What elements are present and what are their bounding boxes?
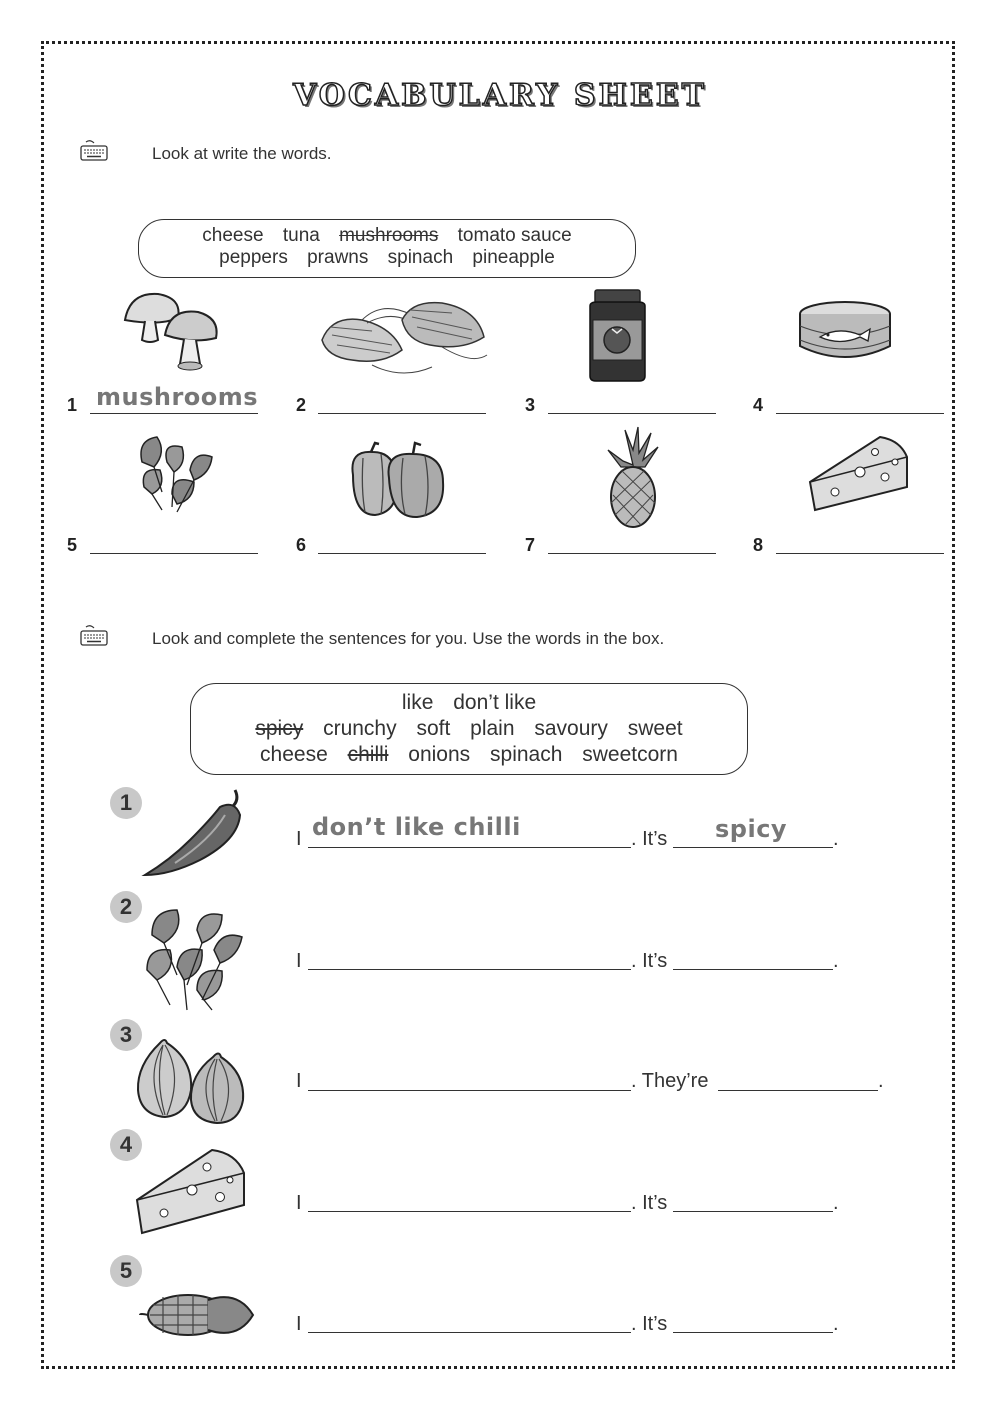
word-plain: plain [470,717,515,740]
peppers-icon [345,440,450,520]
sentence-5-blank-2[interactable] [673,1332,833,1333]
sentence-4-blank-2[interactable] [673,1211,833,1212]
word-spicy-crossed: spicy [255,717,304,740]
sentence-2-blank-2[interactable] [673,969,833,970]
word-box-line-2 [191,716,747,742]
sentence-5-end: . [833,1313,839,1335]
cheese-icon [805,432,913,512]
word-mushrooms-crossed: mushrooms [339,225,439,246]
sentence-2-mid: . It’s [631,950,668,972]
onions-icon [135,1035,247,1125]
sentence-2-end: . [833,950,839,972]
item-number-4: 4 [753,395,764,415]
item-number-1: 1 [67,395,78,415]
sentence-3-blank-2[interactable] [718,1090,878,1091]
sentence-4-mid: . It’s [631,1192,668,1214]
word-box-line-3 [191,742,747,768]
word-box-line-1 [139,225,635,247]
chilli-icon [140,785,250,880]
item-number-6: 6 [296,535,307,555]
item-number-7: 7 [525,535,536,555]
sentence-1-answer-2: spicy [715,815,788,843]
word-box-line-2 [139,247,635,269]
row-number-3: 3 [110,1019,142,1051]
word-tomato-sauce: tomato sauce [457,225,572,246]
word-sweet: sweet [627,717,683,740]
word-cheese: cheese [260,743,328,766]
word-soft: soft [416,717,451,740]
sentence-5-mid: . It’s [631,1313,668,1335]
word-dont-like: don’t like [453,691,537,714]
row-number-2: 2 [110,891,142,923]
word-cheese: cheese [202,225,264,246]
row-number-5: 5 [110,1255,142,1287]
mushrooms-icon [120,290,225,375]
word-spinach: spinach [490,743,563,766]
spinach-icon [132,432,217,517]
word-prawns: prawns [307,247,369,268]
sentence-3-blank-1[interactable] [308,1090,631,1091]
section2-instruction: Look and complete the sentences for you. Use the words in the box. [152,629,665,648]
item-number-2: 2 [296,395,307,415]
word-spinach: spinach [387,247,454,268]
word-pineapple: pineapple [472,247,555,268]
sentence-1-answer-1: don’t like chilli [312,813,521,841]
word-peppers: peppers [219,247,288,268]
sentence-4-blank-1[interactable] [308,1211,631,1212]
sentence-1-prefix: I [296,828,302,850]
cheese-icon [132,1145,250,1235]
word-like: like [401,691,434,714]
spinach-icon [142,905,247,1013]
sentence-4-prefix: I [296,1192,302,1214]
sentence-1-mid: . It’s [631,828,668,850]
item-number-8: 8 [753,535,764,555]
word-sweetcorn: sweetcorn [582,743,678,766]
sentence-2-prefix: I [296,950,302,972]
answer-1-text: mushrooms [96,383,259,411]
sweetcorn-icon [138,1285,256,1345]
sentence-1-end: . [833,828,839,850]
section2-word-box [190,683,748,775]
row-number-4: 4 [110,1129,142,1161]
sentence-4-end: . [833,1192,839,1214]
answer-line-6[interactable] [318,553,486,554]
sentence-3-mid: . They’re [631,1070,709,1092]
row-number-1: 1 [110,787,142,819]
item-number-3: 3 [525,395,536,415]
pineapple-icon [603,425,663,530]
sentence-2-blank-1[interactable] [308,969,631,970]
prawns-icon [312,295,497,385]
word-chilli-crossed: chilli [347,743,389,766]
word-savoury: savoury [534,717,608,740]
sentence-5-prefix: I [296,1313,302,1335]
answer-line-7[interactable] [548,553,716,554]
answer-line-8[interactable] [776,553,944,554]
sentence-1-blank-1[interactable] [308,847,631,848]
section1-instruction: Look at write the words. [152,144,332,163]
keyboard-icon [80,625,108,647]
answer-line-3[interactable] [548,413,716,414]
sentence-5-blank-1[interactable] [308,1332,631,1333]
answer-line-4[interactable] [776,413,944,414]
word-tuna: tuna [282,225,320,246]
sentence-3-prefix: I [296,1070,302,1092]
sentence-3-end: . [878,1070,884,1092]
tuna-can-icon [798,300,893,362]
keyboard-icon [80,140,108,162]
item-number-5: 5 [67,535,78,555]
tomato-sauce-jar-icon [585,288,650,383]
answer-line-5[interactable] [90,553,258,554]
word-onions: onions [408,743,471,766]
answer-line-1[interactable] [90,413,258,414]
answer-line-2[interactable] [318,413,486,414]
word-crunchy: crunchy [323,717,397,740]
page-title: VOCABULARY SHEET [293,78,707,113]
sentence-1-blank-2[interactable] [673,847,833,848]
section1-word-box [138,219,636,278]
word-box-line-1 [191,690,747,716]
